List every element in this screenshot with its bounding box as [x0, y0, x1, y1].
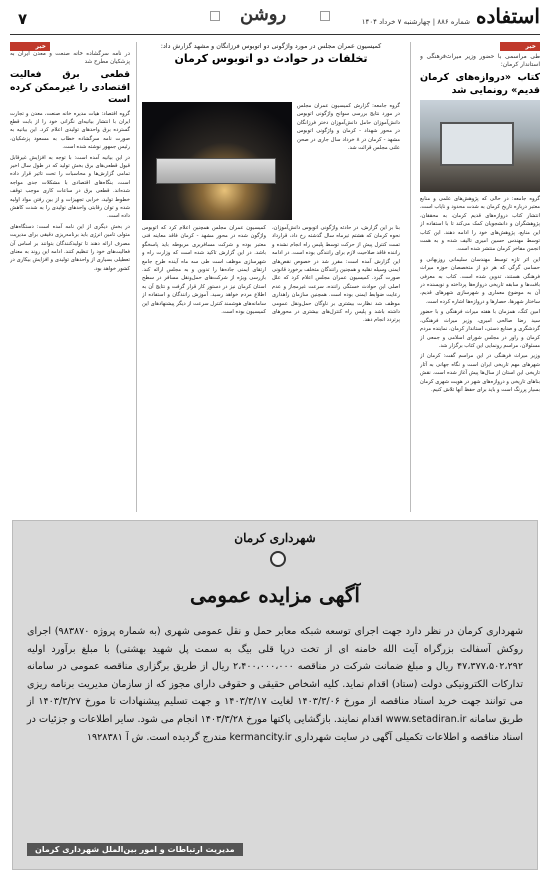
article-paragraph: در این بیانیه آمده است: با توجه به افزایش غیرقابل قبول قطعی‌های برق بخش تولید که در طول سال اخیر تمامی گزارش‌ها و محاسبات را تحت تاثیر قرار داده است، بنگاه‌های اقتصادی با مشکلات جدی مواجه شده‌اند. قطعی برق در ساعات کاری موجب توقف خطوط تولید، خرابی تجهیزات و از بین رفتن مواد اولیه شده و توان رقابتی واحدهای تولیدی را به شدت کاهش داده است.: [10, 154, 130, 220]
article-paragraph: گروه اقتصاد: هیات مدیره خانه صنعت، معدن و تجارت ایران با انتشار بیانیه‌ای نگرانی خود را از بابت قطع گسترده برق واحدهای تولیدی اعلام کرد. این بیانیه به صورت نامه سرگشاده خطاب به مسعود پزشکیان، رئیس جمهور نوشته شده است.: [10, 110, 130, 151]
ornament-square-icon: [320, 11, 330, 21]
news-tag: خبر: [500, 42, 540, 51]
masthead: استفاده: [476, 4, 540, 28]
article-paragraph: این اثر تازه توسط مهندسان سلیمانی روزبهانی و حسامی گرگی که هر دو از متخصصان حوزه میراث فرهنگی هستند، تدوین شده است. کتاب به معرفی بافت‌ها و سابقه تاریخی دروازه‌ها پرداخته و نویسنده در آن به موضوع معماری و شهرسازی شهرهای قدیم، ساختار شهرها، حصارها و دروازه‌ها اشاره کرده است.: [420, 256, 540, 305]
article-paragraph: گروه جامعه: در حالی که پژوهش‌های علمی و منابع معتبر درباره تاریخ کرمان به شدت محدود و نایاب است، انتشار کتاب دروازه‌های قدیم کرمان، به محققان، پژوهشگران و دانشجویان کمک می‌کند تا با استفاده از این منابع، پژوهش‌های خود را ادامه دهند. این کتاب توسط مهندس حسین امیری تالیف شده و به همت انجمن مفاخر کرمان منتشر شده است.: [420, 196, 540, 253]
issue-line: شماره ۸۸۶ | چهارشنبه ۷ خرداد ۱۴۰۴: [361, 18, 470, 26]
overturned-bus: [156, 158, 276, 184]
right-column-article: [420, 42, 540, 512]
left-column-article: [10, 42, 130, 512]
article-paragraph: در بخش دیگری از این نامه آمده است: دستگاه‌های متولی تامین انرژی باید برنامه‌ریزی دقیقی برای مدیریت مصرف ارائه دهند تا تولیدکنندگان بتوانند بر اساس آن فعالیت‌های خود را تنظیم کنند. ادامه این روند به معنای تعطیلی بسیاری از واحدهای تولیدی و افزایش بیکاری در کشور خواهد بود.: [10, 223, 130, 272]
article-title: کتاب «دروازه‌های کرمان قدیم» رونمایی شد: [420, 72, 540, 96]
article-kicker: طی مراسمی با حضور وزیر میراث‌فرهنگی و استاندار کرمان:: [420, 53, 540, 68]
article-lead-text: گروه جامعه: گزارش کمیسیون عمران مجلس در مورد نتایج بررسی سوانح واژگونی اتوبوس دانش‌آموزان حامل دانش‌آموزان دختر فرزانگان در محور شهداد - کرمان و واژگونی اتوبوس مشهد - کرمان در ۸ خرداد سال جاری در صحن علنی مجلس قرائت شد.: [297, 103, 400, 152]
municipality-emblem-icon: [270, 551, 286, 567]
municipality-name: شهرداری کرمان: [234, 531, 316, 545]
article-kicker: در نامه سرگشاده خانه صنعت و معدن ایران به پزشکیان مطرح شد: [10, 51, 130, 65]
section-title: روشن: [240, 4, 287, 25]
tender-advertisement: [12, 520, 538, 870]
article-title: تخلفات در حوادث دو اتوبوس کرمان: [174, 52, 368, 65]
column-divider: [410, 42, 411, 512]
article-column-text: بنا بر این گزارش، در حادثه واژگونی اتوبوس دانش‌آموزان، نحوه کرمان که هشتم تیرماه سال گذشته رخ داد، قرارداد تست کنترل پیش از حرکت توسط پلیس راه انجام نشده و راننده فاقد صلاحیت لازم برای رانندگی بوده است. در ادامه این گزارش آمده است: مقرر شد در خصوص نقص‌های ایمنی وسیله نقلیه و همچنین رانندگان متخلف برخورد قانونی صورت گیرد. کمیسیون عمران مجلس اعلام کرد که علل اصلی این حوادث خستگی راننده، سرعت غیرمجاز و عدم رعایت ضوابط ایمنی بوده است. همچنین سازمان راهداری موظف شد نظارت بیشتری بر ناوگان حمل‌ونقل عمومی داشته باشد و پلیس راه کنترل‌های بیشتری در محورهای پرتردد انجام دهد.: [272, 225, 400, 324]
ad-headline: آگهی مزایده عمومی: [190, 583, 360, 607]
ad-signature: مدیریت ارتباطات و امور بین‌الملل شهرداری کرمان: [27, 843, 243, 856]
bus-accident-night-photo: [142, 102, 292, 220]
article-paragraph: وزیر میراث فرهنگی در این مراسم گفت: کرمان از شهرهای مهم تاریخی ایران است و نگاه جهانی به آثار تاریخی این استان از سال‌ها پیش آغاز شده است. نقش بناهای تاریخی و دروازه‌های شهر در هویت شهری کرمان بسیار پررنگ است و باید برای حفظ آنها تلاش کنیم.: [420, 353, 540, 393]
news-tag: خبر: [10, 42, 50, 51]
article-title: قطعی برق فعالیت اقتصادی را غیرممکن کرده است: [10, 69, 130, 105]
unveiling-ceremony-photo: [420, 100, 540, 192]
ad-body: شهرداری کرمان در نظر دارد جهت اجرای توسعه شبکه معابر حمل و نقل عمومی شهری (به شماره پروژه ۹۸۳۸۷۰) اجرای روکش آسفالت بزرگراه آیت الله خامنه ای از تخت درپا قلی بیگ به سمت پل شهید بهشتی) با مبلغ برآورد اولیه ۴۷،۳۷۷،۵۰۲،۲۹۲ ریال و مبلغ ضمانت شرکت در مناقصه ۲،۴۰۰،۰۰۰،۰۰۰ ریال از طریق برگزاری مناقصه عمومی در سامانه تدارکات الکترونیکی دولت (ستاد) اقدام نماید. کلیه اشخاص حقیقی و حقوقی دارای مجوز که از سازمان مدیریت برنامه ریزی می توانند جهت خرید اسناد مناقصه از مورخ ۱۴۰۳/۳/۰۶ لغایت ۱۴۰۳/۳/۱۷ و جهت تسلیم پیشنهادات تا مورخ ۱۴۰۳/۳/۲۷ از طریق سامانه www.setadiran.ir اقدام نمایند. بازگشایی پاکتها مورخ ۱۴۰۳/۳/۲۸ انجام می شود. سایر اطلاعات و جزئیات در اسناد مناقصه و اطلاعات تکمیلی آگهی در سایت شهرداری kermancity.ir مندرج گردیده است. ش آ ۱۹۲۸۳۸۱: [27, 626, 523, 743]
article-column-text: کمیسیون عمران مجلس همچنین اعلام کرد که اتوبوس واژگون شده در محور مشهد - کرمان فاقد معاینه فنی معتبر بوده و شرکت مسافربری مربوطه باید پاسخگو باشد. در این گزارش تاکید شده است که وزارت راه و شهرسازی موظف است طی سه ماه آینده طرح جامع ارتقای ایمنی جاده‌ها را تدوین و به مجلس ارائه کند. بازرسی ویژه از شرکت‌های حمل‌ونقل مسافر در سطح استان کرمان نیز در دستور کار قرار گرفت و نتایج آن به اطلاع مردم خواهد رسید. آموزش رانندگان و استفاده از سامانه‌های هوشمند کنترل سرعت از دیگر پیشنهادهای این کمیسیون بوده است.: [142, 225, 266, 316]
ornament-square-icon: [210, 11, 220, 21]
page-header: [0, 0, 550, 36]
article-paragraph: امین کنگ، همزمان با هفته میراث فرهنگی و با حضور سید رضا صالحی امیری، وزیر میراث فرهنگی، گردشگری و صنایع دستی، استاندار کرمان، نماینده مردم کرمان و راور در مجلس شورای اسلامی و جمعی از مسئولان، مراسم رونمایی این کتاب برگزار شد.: [420, 309, 540, 349]
header-rule: [10, 34, 540, 35]
bus-accidents-article: [142, 42, 400, 512]
column-divider: [136, 42, 137, 512]
article-header: [142, 42, 400, 69]
article-kicker: کمیسیون عمران مجلس در مورد واژگونی دو اتوبوس فرزانگان و مشهد گزارش داد:: [160, 42, 382, 50]
page-number: ۷: [18, 10, 28, 28]
